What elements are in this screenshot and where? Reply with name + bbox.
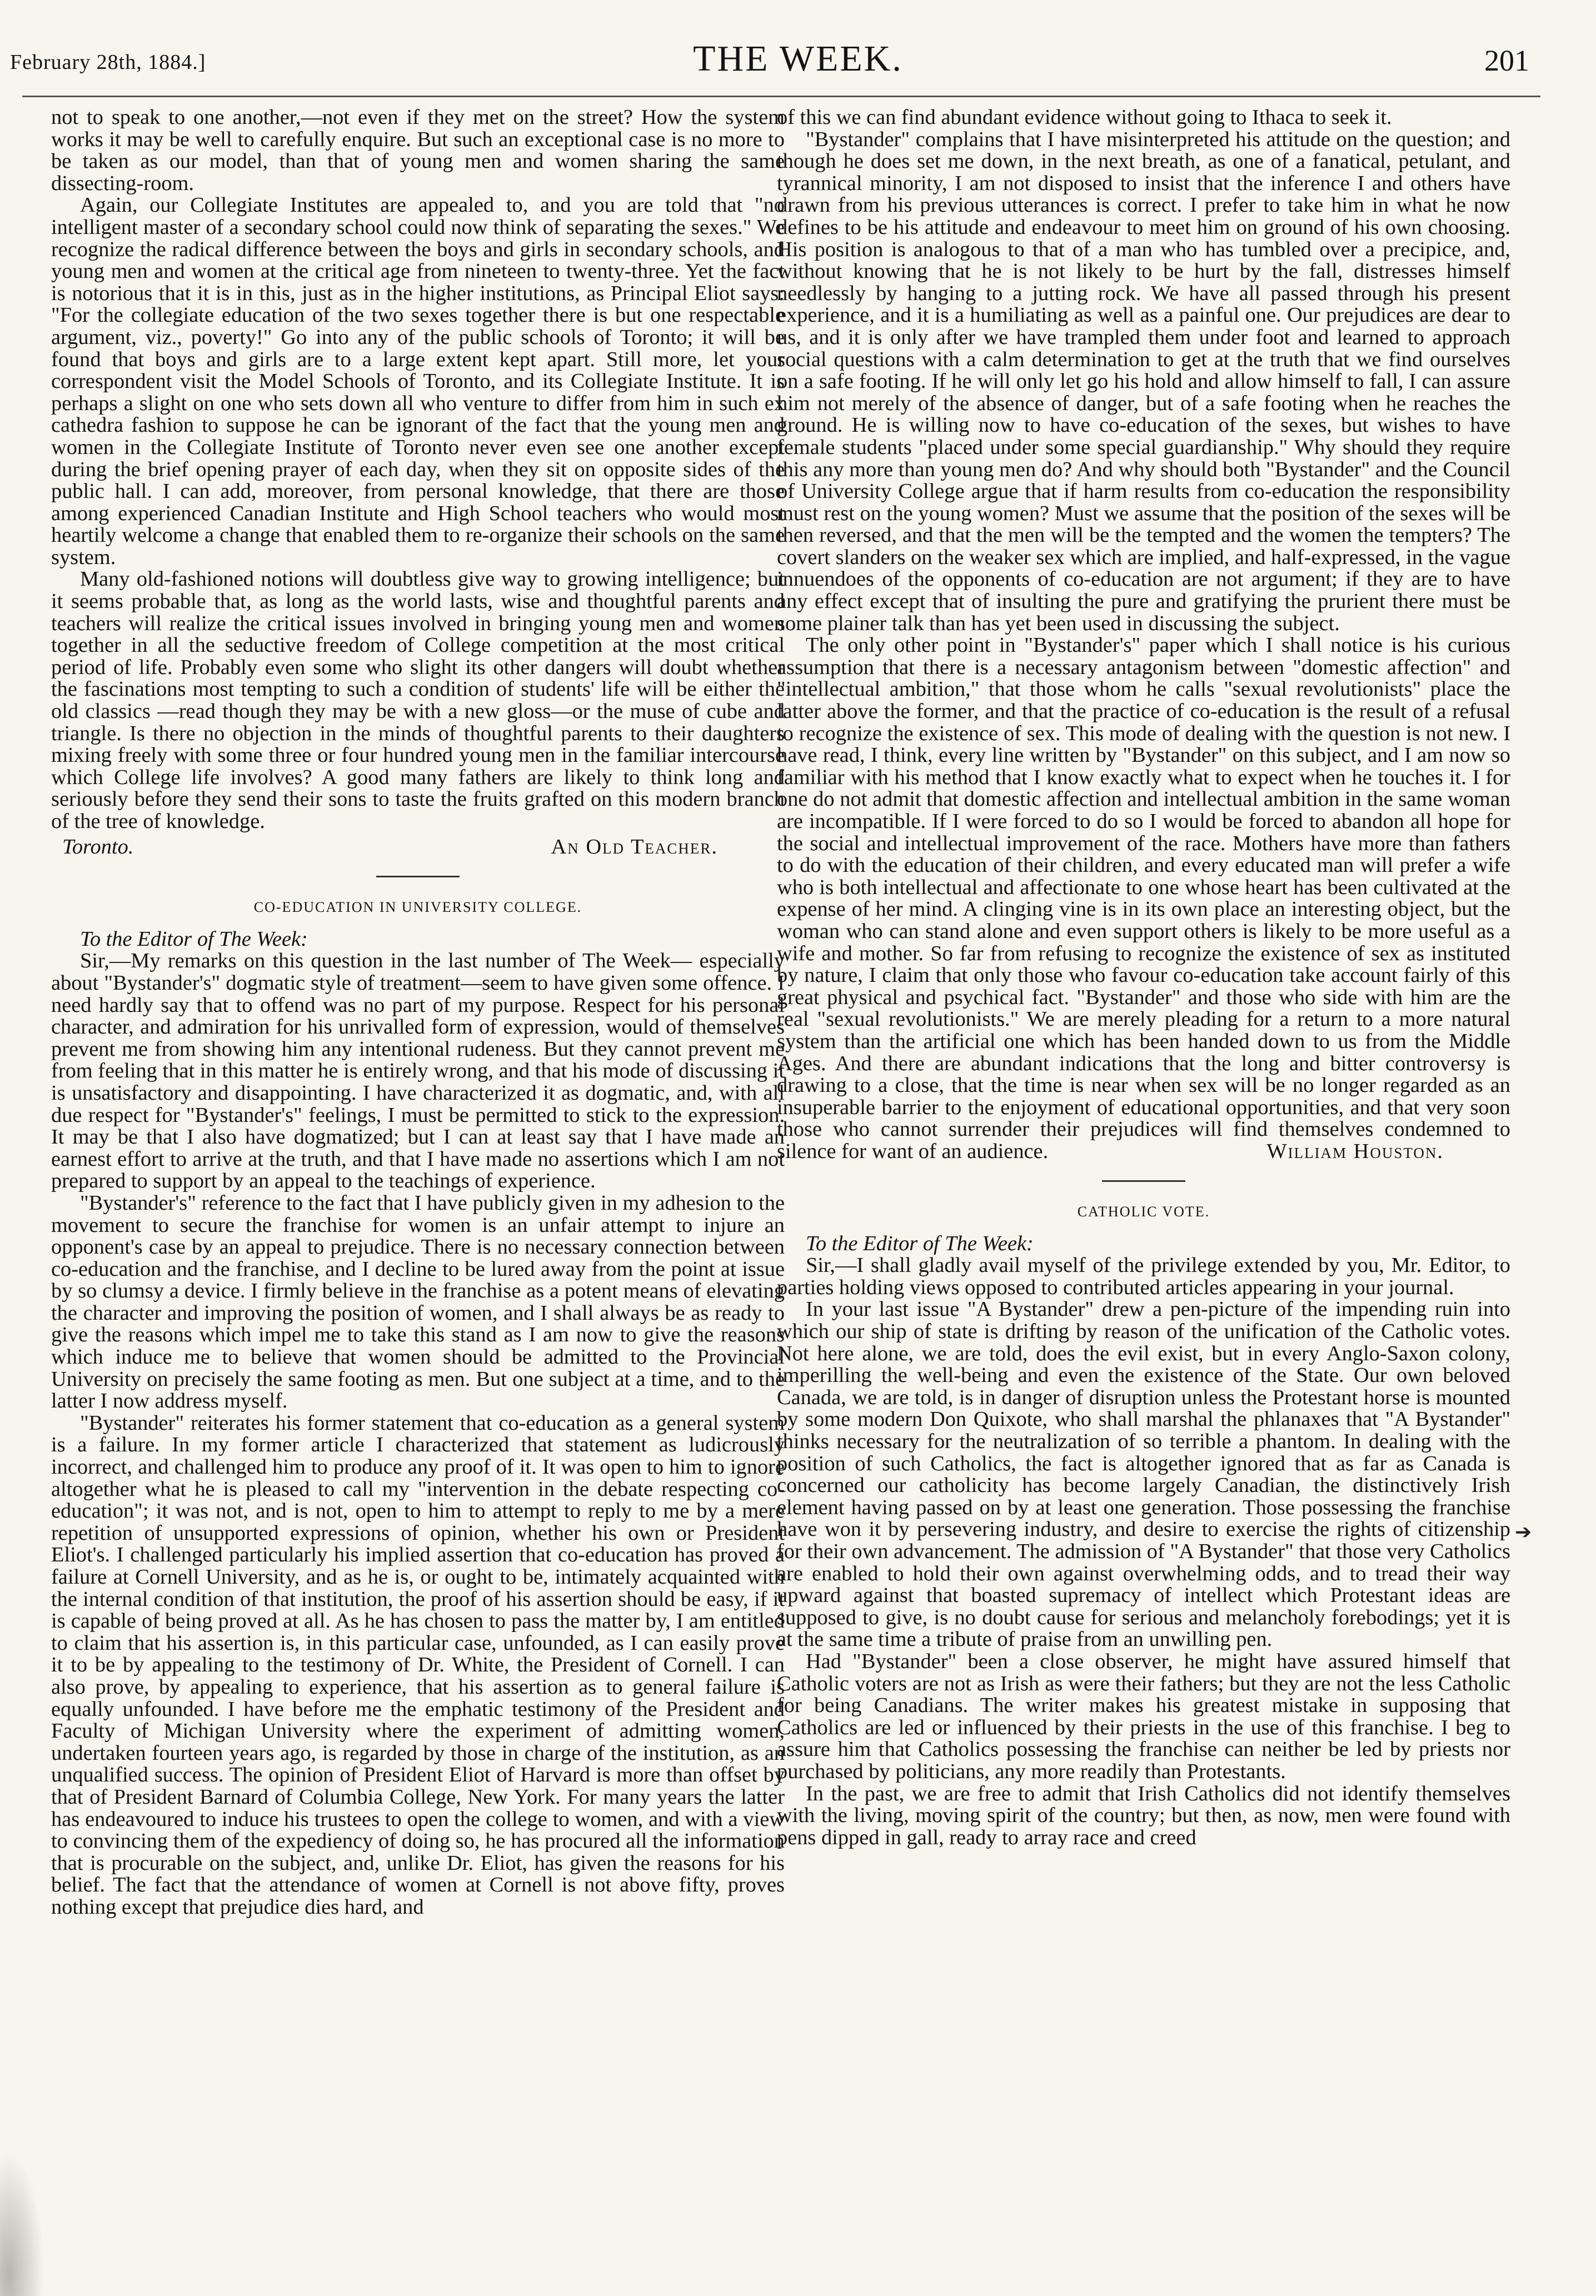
paragraph: In your last issue "A Bystander" drew a pen-picture of the impending ruin into which our ship of state is drifting by reason of the unification of the Catholic votes. Not here alone, we are told, does the evil exist, but in every Anglo-Saxon colony, imperilling the well-being and even the existence of the State. Our own beloved Canada, we are told, is in danger of disruption unless the Protestant horse is mounted by some modern Don Quixote, who shall marshal the phlanaxes that "A Bystander" thinks necessary for the neutralization of so terrible a phantom. In dealing with the position of such Catholics, the fact is altogether ignored that as far as Canada is concerned our catholicity has become largely Canadian, the distinctively Irish element having passed on by at least one generation. Those possessing the franchise have won it by persevering industry, and desire to exercise the rights of citizenship for their own advancement. The admission of "A Bystander" that those very Catholics are enabled to hold their own against overwhelming odds, and to tread their way upward against that boasted supremacy of intellect which Protestant ideas are supposed to give, is no doubt cause for serious and melancholy forebodings; yet it is at the same time a tribute of praise from an unwilling pen. [777,1297,1510,1651]
masthead-title: THE WEEK. [693,38,903,79]
letter-co-education-continued [777,107,1510,1162]
paragraph: In the past, we are free to admit that Irish Catholics did not identify themselves with the living, moving spirit of the country; but then, as now, men were found with pens dipped in gall, ready to array race and creed [777,1781,1510,1849]
salutation: To the Editor of The Week: [806,1231,1034,1255]
paragraph: of this we can find abundant evidence without going to Ithaca to seek it. [777,106,1392,129]
paragraph: "Bystander" complains that I have misinterpreted his attitude on the question; and though he does set me down, in the next breath, as one of a fanatical, petulant, and tyrannical minority, I am not disposed to insist that the inference I and others have drawn from his previous utterances is correct. I prefer to take him in what he now defines to be his attitude and endeavour to meet him on ground of his own choosing. His position is analogous to that of a man who has tumbled over a precipice, and, without knowing that he is not likely to be hurt by the fall, distresses himself needlessly by hanging to a jutting rock. We have all passed through his present experience, and it is a humiliating as well as a painful one. Our prejudices are dear to us, and it is only after we have trampled them under foot and learned to approach social questions with a calm determination to get at the truth that we find ourselves on a safe footing. If he will only let go his hold and allow himself to fall, I can assure him not merely of the absence of danger, but of a safe footing when he reaches the ground. He is willing now to have co-education of the sexes, but wishes to have female students "placed under some special guardianship." Why should they require this any more than young men do? And why should both "Bystander" and the Council of University College argue that if harm results from co-education the responsibility must rest on the young women? Must we assume that the position of the sexes will be then reversed, and that the men will be the tempted and the women the tempters? The covert slanders on the weaker sex which are implied, and half-expressed, in the vague innuendoes of the opponents of co-education are not argument; if they are to have any effect except that of insulting the pure and gratifying the prurient there must be some plainer talk than has yet been used in discussing the subject. [777,127,1510,635]
letter-catholic-vote [777,1201,1510,1849]
section-divider [376,876,460,877]
section-divider [1102,1180,1185,1182]
issue-date: February 28th, 1884.] [10,51,206,74]
page-header [0,0,1596,117]
margin-pointer-icon: ➔ [1515,1521,1532,1543]
dateline-place: Toronto. [62,835,134,858]
paragraph: Sir,—My remarks on this question in the last number of The Week— especially about "Bystander's" dogmatic style of treatment—seem to have given some offence. I need hardly say that to offend was no part of my purpose. Respect for his personal character, and admiration for his unrivalled form of expression, would of themselves prevent me from showing him any intentional rudeness. But they cannot prevent me from feeling that in this matter he is entirely wrong, and that his mode of discussing it is unsatisfactory and disappointing. I have characterized it as dogmatic, and, with all due respect for "Bystander's" feelings, I must be permitted to stick to the expression. It may be that I also have dogmatized; but I can at least say that I have made an earnest effort to arrive at the truth, and that I have made no assertions which I am not prepared to support by an appeal to the teachings of experience. [51,949,785,1193]
letter-old-teacher [51,107,785,858]
header-rule [22,96,1540,97]
paragraph: Sir,—I shall gladly avail myself of the privilege extended by you, Mr. Editor, to parties holding views opposed to contributed articles appearing in your journal. [777,1254,1510,1299]
salutation: To the Editor of The Week: [80,927,308,951]
letter-co-education [51,896,785,1918]
author-signature: An Old Teacher. [551,835,718,858]
left-column [51,107,785,1919]
page-number: 201 [1484,44,1529,77]
paragraph: The only other point in "Bystander's" paper which I shall notice is his curious assumption that there is a necessary antagonism between "domestic affection" and "intellectual ambition," that those whom he calls "sexual revolutionists" place the latter above the former, and that the practice of co-education is the result of a refusal to recognize the existence of sex. This mode of dealing with the question is not new. I have read, I think, every line written by "Bystander" on this subject, and I am now so familiar with his method that I know exactly what to expect when he touches it. I for one do not admit that domestic affection and intellectual ambition in the same woman are incompatible. If I were forced to do so I would be forced to abandon all hope for the social and intellectual improvement of the race. Mothers have more than fathers to do with the education of their children, and every educated man will prefer a wife who is both intellectual and affectionate to one whose heart has been cultivated at the expense of her mind. A clinging vine is in its own place an interesting object, but the woman who can stand alone and even support others is likely to be more useful as a wife and mother. So far from refusing to recognize the existence of sex as instituted by nature, I claim that only those who favour co-education take account fairly of this great physical and psychical fact. "Bystander" and those who side with him are the real "sexual revolutionists." We are merely pleading for a return to a more natural system than the artificial one which has been handed down to us from the Middle Ages. And there are abundant indications that the long and bitter controversy is drawing to a close, that the time is near when sex will be no longer regarded as an insuperable barrier to the enjoyment of educational opportunities, and that very soon those who cannot surrender their prejudices will find themselves condemned to silence for want of an audience. [777,633,1510,1163]
paragraph: "Bystander's" reference to the fact that I have publicly given in my adhesion to the movement to secure the franchise for women is an unfair attempt to injure an opponent's case by an appeal to prejudice. There is no necessary connection between co-education and the franchise, and I decline to be lured away from the point at issue by so clumsy a device. I firmly believe in the franchise as a potent means of elevating the character and improving the position of women, and I shall always be as ready to give the reasons which impel me to take this stand as I am now to give the reasons which induce me to believe that women should be admitted to the Provincial University on precisely the same footing as men. But one subject at a time, and to the latter I now address myself. [51,1191,785,1413]
author-signature: William Houston. [1266,1139,1444,1163]
signature-line [51,836,785,858]
page-corner-smudge [0,2152,44,2296]
article-title: CO-EDUCATION IN UNIVERSITY COLLEGE. [253,899,582,916]
article-title: CATHOLIC VOTE. [1077,1204,1210,1220]
paragraph: "Bystander" reiterates his former statement that co-education as a general system is a failure. In my former article I characterized that statement as ludicrously incorrect, and challenged him to produce any proof of it. It was open to him to ignore altogether what he is pleased to call my "intervention in the debate respecting co-education"; it was not, and is not, open to him to attempt to reply to me by a mere repetition of unsupported expressions of opinion, whether his own or President Eliot's. I challenged particularly his implied assertion that co-education has proved a failure at Cornell University, and as he is, or ought to be, intimately acquainted with the internal condition of that institution, the proof of his assertion should be easy, if it is capable of being proved at all. As he has chosen to pass the matter by, I am entitled to claim that his assertion is, in this particular case, unfounded, as I can easily prove it to be by appealing to the testimony of Dr. White, the President of Cornell. I can also prove, by appealing to experience, that his assertion as to general failure is equally unfounded. I have before me the emphatic testimony of the President and Faculty of Michigan University where the experiment of admitting women, undertaken fourteen years ago, is regarded by those in charge of the institution, as an unqualified success. The opinion of President Eliot of Harvard is more than offset by that of President Barnard of Columbia College, New York. For many years the latter has endeavoured to induce his trustees to open the college to women, and with a view to convincing them of the expediency of doing so, he has procured all the information that is procurable on the subject, and, unlike Dr. Eliot, has given the reasons for his belief. The fact that the attendance of women at Cornell is not above fifty, proves nothing except that prejudice dies hard, and [51,1411,785,1919]
paragraph: Again, our Collegiate Institutes are appealed to, and you are told that "no intelligent master of a secondary school could now think of separating the sexes." We recognize the radical difference between the boys and girls in secondary schools, and young men and women at the critical age from nineteen to twenty-three. Yet the fact is notorious that it is in this, just as in the higher institutions, as Principal Eliot says: "For the collegiate education of the two sexes together there is but one respectable argument, viz., poverty!" Go into any of the public schools of Toronto; it will be found that boys and girls are to a large extent kept apart. Still more, let your correspondent visit the Model Schools of Toronto, and its Collegiate Institute. It is perhaps a slight on one who sets down all who venture to differ from him in such ex cathedra fashion to suppose he can be ignorant of the fact that the young men and women in the Collegiate Institute of Toronto never even see one another except during the brief opening prayer of each day, when they sit on opposite sides of the public hall. I can add, moreover, from personal knowledge, that there are those among experienced Canadian Institute and High School teachers who would most heartily welcome a change that enabled them to re-organize their schools on the same system. [51,193,785,569]
paragraph: not to speak to one another,—not even if they met on the street? How the system works it may be well to carefully enquire. But such an exceptional case is no more to be taken as our model, than that of young men and women sharing the same dissecting-room. [51,106,785,195]
paragraph: Many old-fashioned notions will doubtless give way to growing intelligence; but it seems probable that, as long as the world lasts, wise and thoughtful parents and teachers will realize the critical issues involved in bringing young men and women together in all the seductive freedom of College competition at the most critical period of life. Probably even some who slight its other dangers will doubt whether the fascinations most tempting to such a condition of students' life will be either the old classics —read though they may be with a new gloss—or the muse of cube and triangle. Is there no objection in the minds of thoughtful parents to their daughters mixing freely with some three or four hundred young men in the familiar intercourse which College life involves? A good many fathers are likely to think long and seriously before they send their sons to taste the fruits grafted on this modern branch of the tree of knowledge. [51,567,785,833]
right-column [777,107,1510,1849]
paragraph: Had "Bystander" been a close observer, he might have assured himself that Catholic voters are not as Irish as were their fathers; but they are not the less Catholic for being Canadians. The writer makes his greatest mistake in supposing that Catholics are led or influenced by their priests in the use of this franchise. I beg to assure him that Catholics possessing the franchise can neither be led by priests nor purchased by politicians, any more readily than Protestants. [777,1649,1510,1783]
